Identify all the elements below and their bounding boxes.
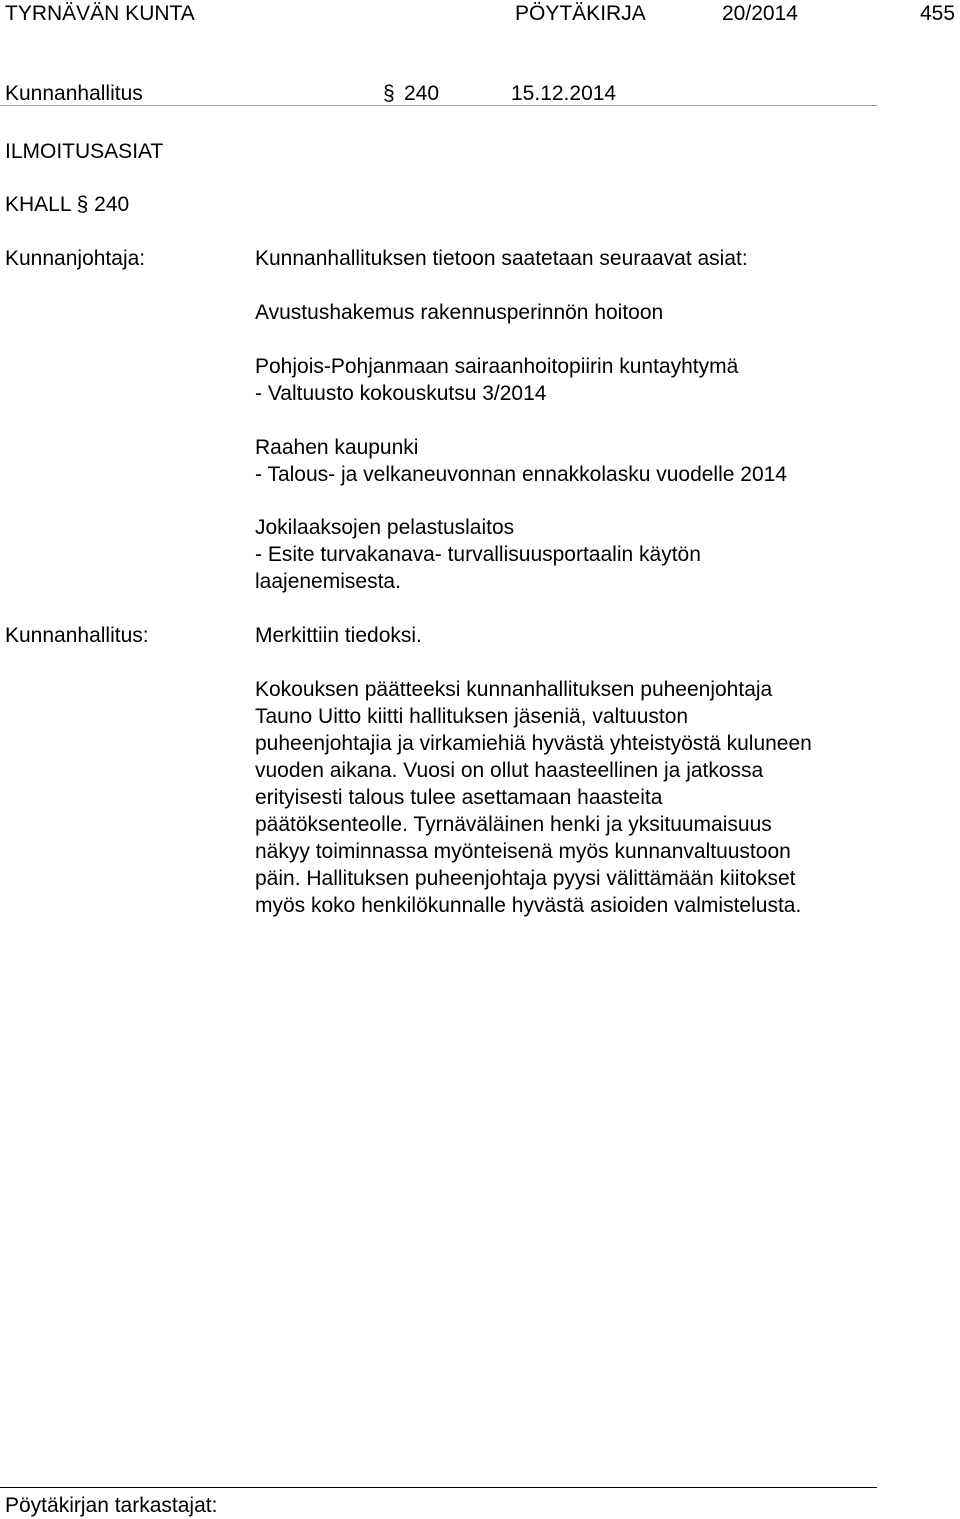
notice-item-line: Jokilaaksojen pelastuslaitos: [255, 516, 515, 539]
governing-body: Kunnanhallitus: [5, 82, 143, 105]
notice-item-line: Avustushakemus rakennusperinnön hoitoon: [255, 301, 664, 324]
closing-line: Tauno Uitto kiitti hallituksen jäseniä, valtuuston: [255, 705, 689, 728]
case-section-mark-icon: §: [76, 193, 89, 216]
notice-item: [255, 353, 738, 407]
case-number: 240: [94, 193, 130, 216]
proposal-label: Kunnanjohtaja:: [5, 247, 146, 270]
document-number: 20/2014: [722, 2, 798, 25]
footer-divider: [0, 1487, 877, 1488]
notice-item: [255, 434, 787, 488]
municipality-name: TYRNÄVÄN KUNTA: [5, 2, 195, 25]
document-type: PÖYTÄKIRJA: [515, 2, 646, 25]
section-mark-icon: §: [383, 82, 395, 105]
section-number: 240: [404, 82, 440, 105]
decision-text: Merkittiin tiedoksi.: [255, 624, 422, 647]
proposal-intro: Kunnanhallituksen tietoon saatetaan seuraavat asiat:: [255, 247, 748, 270]
closing-line: päin. Hallituksen puheenjohtaja pyysi välittämään kiitokset: [255, 867, 796, 890]
notice-item-line: Raahen kaupunki: [255, 436, 419, 459]
closing-line: myös koko henkilökunnalle hyvästä asioiden valmistelusta.: [255, 894, 802, 917]
notice-item: [255, 299, 663, 326]
notice-item-line: laajenemisesta.: [255, 570, 401, 593]
closing-line: päätöksenteolle. Tyrnäväläinen henki ja yksituumaisuus: [255, 813, 772, 836]
closing-line: Kokouksen päätteeksi kunnanhallituksen puheenjohtaja: [255, 678, 773, 701]
closing-line: vuoden aikana. Vuosi on ollut haasteellinen ja jatkossa: [255, 759, 764, 782]
notice-item-line: Pohjois-Pohjanmaan sairaanhoitopiirin kuntayhtymä: [255, 355, 739, 378]
header-divider: [0, 105, 877, 106]
footer-label: Pöytäkirjan tarkastajat:: [5, 1494, 218, 1517]
decision-label: Kunnanhallitus:: [5, 624, 149, 647]
case-prefix: KHALL: [5, 193, 71, 216]
meeting-date: 15.12.2014: [511, 82, 617, 105]
case-reference: [5, 191, 129, 218]
closing-line: näkyy toiminnassa myönteisenä myös kunnanvaltuustoon: [255, 840, 791, 863]
notice-item-line: - Talous- ja velkaneuvonnan ennakkolasku vuodelle 2014: [255, 463, 787, 486]
section-heading: ILMOITUSASIAT: [5, 140, 164, 163]
page-number: 455: [920, 2, 956, 25]
closing-line: erityisesti talous tulee asettamaan haasteita: [255, 786, 663, 809]
notice-item: [255, 514, 701, 595]
notice-item-line: - Esite turvakanava- turvallisuusportaalin käytön: [255, 543, 701, 566]
notice-item-line: - Valtuusto kokouskutsu 3/2014: [255, 382, 547, 405]
closing-paragraph: [255, 676, 812, 919]
closing-line: puheenjohtajia ja virkamiehiä hyvästä yhteistyöstä kuluneen: [255, 732, 812, 755]
